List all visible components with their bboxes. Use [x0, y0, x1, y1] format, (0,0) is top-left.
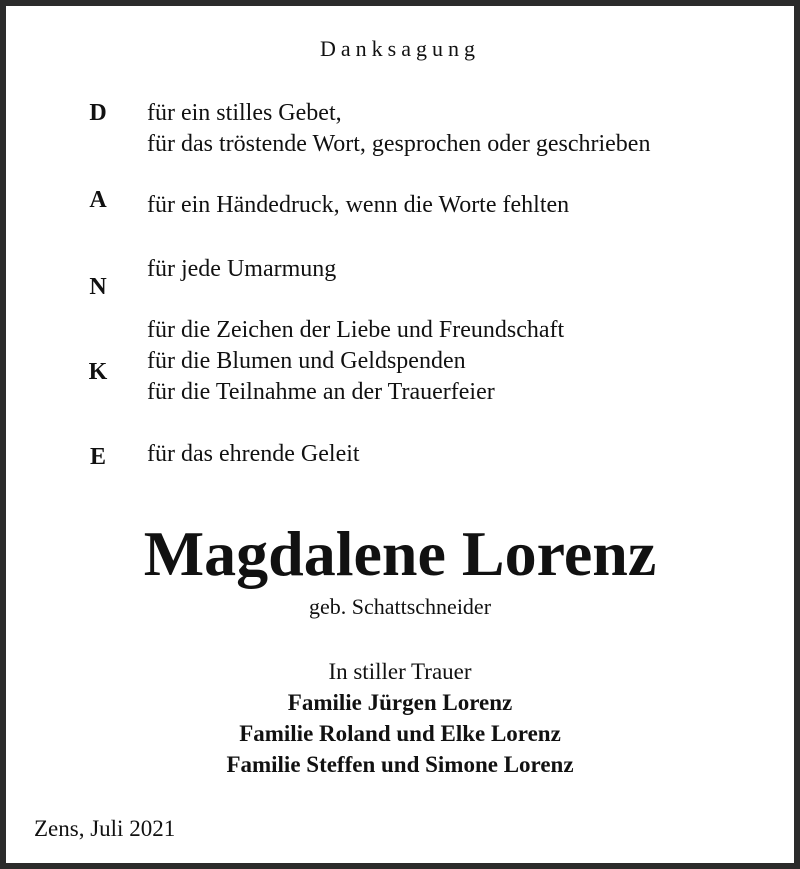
acrostic-letter: E [89, 444, 106, 470]
acrostic-letter: N [89, 274, 107, 300]
heading-danksagung: Danksagung [320, 36, 480, 61]
acrostic-row-d [6, 98, 794, 198]
acrostic-lines [147, 315, 564, 408]
acrostic-line: für das ehrende Geleit [147, 441, 360, 467]
acrostic-line: für ein Händedruck, wenn die Worte fehlten [147, 192, 570, 218]
place-date: Zens, Juli 2021 [34, 816, 176, 841]
deceased-name: Magdalene Lorenz [143, 518, 657, 589]
acrostic-letter: A [89, 187, 107, 213]
acrostic-letter: D [89, 100, 107, 126]
acrostic-line: für das tröstende Wort, gesprochen oder geschrieben [147, 131, 651, 157]
deceased-birth-name: geb. Schattschneider [308, 594, 492, 619]
mourner-families [6, 687, 794, 780]
acrostic-line: für die Zeichen der Liebe und Freundschaft [147, 317, 565, 343]
acrostic-row-k [6, 315, 794, 415]
acrostic-letter: K [88, 359, 108, 385]
acrostic-lines [147, 439, 360, 470]
acrostic-line: für die Teilnahme an der Trauerfeier [147, 379, 495, 405]
mourning-intro: In stiller Trauer [328, 659, 472, 684]
family-name: Familie Jürgen Lorenz [287, 690, 513, 715]
family-name: Familie Steffen und Simone Lorenz [226, 752, 574, 777]
acrostic-line: für ein stilles Gebet, [147, 100, 342, 126]
acrostic-line: für jede Umarmung [147, 256, 337, 282]
acrostic-line: für die Blumen und Geldspenden [147, 348, 466, 374]
acrostic-lines [147, 98, 650, 160]
acrostic-lines [147, 254, 336, 285]
acrostic-lines [147, 190, 569, 221]
family-name: Familie Roland und Elke Lorenz [239, 721, 561, 746]
